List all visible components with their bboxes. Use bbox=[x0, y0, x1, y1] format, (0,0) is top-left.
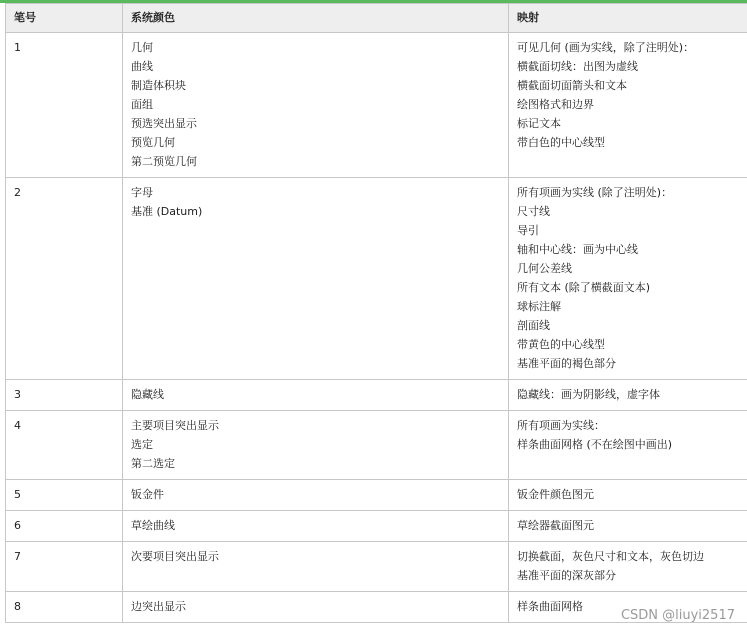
mapping-item: 切换截面，灰色尺寸和文本，灰色切边 bbox=[517, 550, 704, 563]
system-color-item: 选定 bbox=[131, 438, 153, 451]
system-color-cell bbox=[123, 411, 509, 480]
system-color-item: 次要项目突出显示 bbox=[131, 550, 219, 563]
mapping-cell bbox=[509, 542, 747, 592]
mapping-item: 剖面线 bbox=[517, 319, 550, 332]
mapping-item: 所有文本 (除了横截面文本) bbox=[517, 281, 651, 294]
pen-number-cell bbox=[6, 542, 123, 592]
system-color-item: 基准 (Datum) bbox=[131, 205, 203, 218]
table-row bbox=[6, 411, 747, 480]
system-color-cell bbox=[123, 178, 509, 380]
pen-number: 2 bbox=[14, 186, 21, 199]
mapping-cell bbox=[509, 511, 747, 542]
system-color-cell bbox=[123, 511, 509, 542]
mapping-item: 所有项画为实线 (除了注明处)： bbox=[517, 186, 673, 199]
mapping-item: 草绘器截面图元 bbox=[517, 519, 594, 532]
table-row bbox=[6, 480, 747, 511]
mapping-item: 标记文本 bbox=[517, 117, 561, 130]
mapping-cell bbox=[509, 33, 747, 178]
mapping-cell bbox=[509, 480, 747, 511]
table-row bbox=[6, 33, 747, 178]
pen-number-cell bbox=[6, 511, 123, 542]
header-row bbox=[6, 4, 747, 33]
system-color-cell bbox=[123, 380, 509, 411]
system-color-item: 草绘曲线 bbox=[131, 519, 175, 532]
header-system-color: 系统颜色 bbox=[123, 4, 509, 33]
pen-number: 8 bbox=[14, 600, 21, 613]
system-color-item: 钣金件 bbox=[131, 488, 164, 501]
system-color-cell bbox=[123, 33, 509, 178]
table-row bbox=[6, 380, 747, 411]
pen-color-mapping-table bbox=[5, 3, 747, 623]
mapping-item: 基准平面的褐色部分 bbox=[517, 357, 616, 370]
mapping-item: 横截面切线：出图为虚线 bbox=[517, 60, 638, 73]
pen-number-cell bbox=[6, 480, 123, 511]
header-pen: 笔号 bbox=[6, 4, 123, 33]
mapping-item: 带白色的中心线型 bbox=[517, 136, 605, 149]
pen-number-cell bbox=[6, 411, 123, 480]
mapping-item: 几何公差线 bbox=[517, 262, 572, 275]
system-color-item: 面组 bbox=[131, 98, 153, 111]
system-color-item: 字母 bbox=[131, 186, 153, 199]
mapping-item: 横截面切面箭头和文本 bbox=[517, 79, 627, 92]
system-color-cell bbox=[123, 592, 509, 623]
pen-number-cell bbox=[6, 380, 123, 411]
mapping-item: 尺寸线 bbox=[517, 205, 550, 218]
pen-number: 1 bbox=[14, 41, 21, 54]
table-row bbox=[6, 511, 747, 542]
watermark: CSDN @liuyi2517 bbox=[620, 608, 735, 623]
table-body bbox=[6, 33, 747, 623]
mapping-item: 隐藏线：画为阴影线，虚字体 bbox=[517, 388, 660, 401]
system-color-item: 第二选定 bbox=[131, 457, 175, 470]
pen-number: 3 bbox=[14, 388, 21, 401]
system-color-item: 曲线 bbox=[131, 60, 153, 73]
system-color-cell bbox=[123, 480, 509, 511]
mapping-item: 带黄色的中心线型 bbox=[517, 338, 605, 351]
system-color-cell bbox=[123, 542, 509, 592]
table-row bbox=[6, 542, 747, 592]
mapping-item: 钣金件颜色图元 bbox=[517, 488, 594, 501]
system-color-item: 边突出显示 bbox=[131, 600, 186, 613]
pen-number-cell bbox=[6, 592, 123, 623]
mapping-item: 导引 bbox=[517, 224, 539, 237]
pen-number: 4 bbox=[14, 419, 21, 432]
pen-number: 6 bbox=[14, 519, 21, 532]
mapping-cell bbox=[509, 380, 747, 411]
pen-number: 7 bbox=[14, 550, 21, 563]
mapping-item: 绘图格式和边界 bbox=[517, 98, 594, 111]
mapping-item: 基准平面的深灰部分 bbox=[517, 569, 616, 582]
mapping-item: 所有项画为实线： bbox=[517, 419, 605, 432]
mapping-cell bbox=[509, 178, 747, 380]
pen-number: 5 bbox=[14, 488, 21, 501]
system-color-item: 预选突出显示 bbox=[131, 117, 197, 130]
mapping-item: 可见几何 (画为实线，除了注明处)： bbox=[517, 41, 695, 54]
system-color-item: 几何 bbox=[131, 41, 153, 54]
pen-number-cell bbox=[6, 33, 123, 178]
system-color-item: 制造体积块 bbox=[131, 79, 186, 92]
system-color-item: 第二预览几何 bbox=[131, 155, 197, 168]
system-color-item: 主要项目突出显示 bbox=[131, 419, 219, 432]
mapping-item: 球标注解 bbox=[517, 300, 561, 313]
table-row bbox=[6, 178, 747, 380]
system-color-item: 预览几何 bbox=[131, 136, 175, 149]
mapping-cell bbox=[509, 411, 747, 480]
mapping-item: 轴和中心线：画为中心线 bbox=[517, 243, 638, 256]
table-header bbox=[6, 4, 747, 33]
mapping-item: 样条曲面网格 bbox=[517, 600, 583, 613]
mapping-item: 样条曲面网格 (不在绘图中画出) bbox=[517, 438, 673, 451]
pen-number-cell bbox=[6, 178, 123, 380]
header-mapping: 映射 bbox=[509, 4, 747, 33]
system-color-item: 隐藏线 bbox=[131, 388, 164, 401]
